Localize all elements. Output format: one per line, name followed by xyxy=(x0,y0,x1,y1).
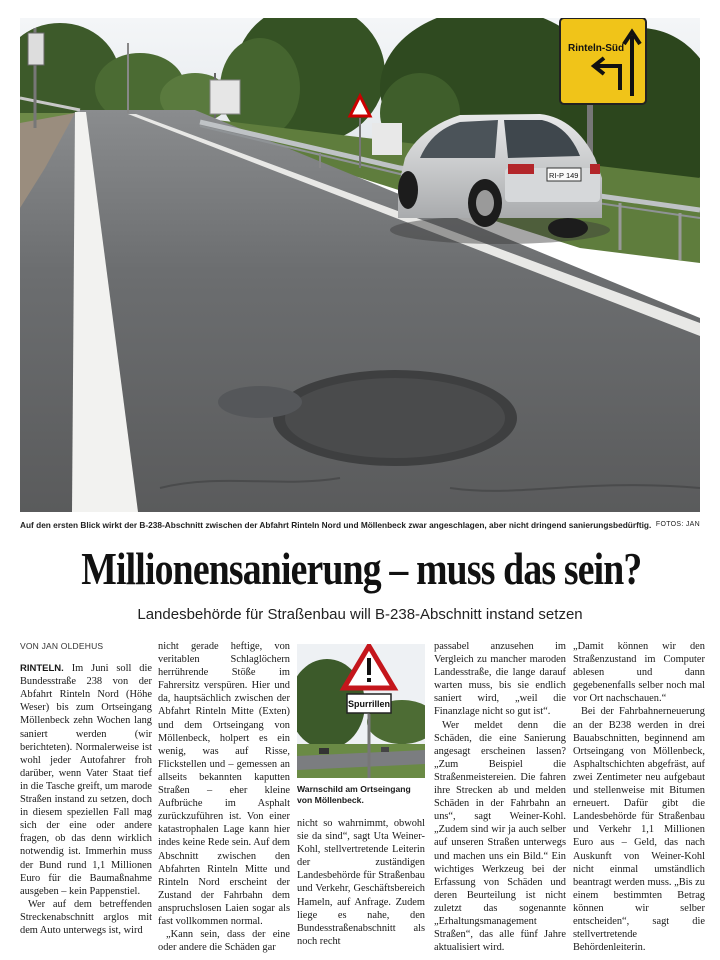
article-column-5 xyxy=(573,640,705,954)
paragraph-text: Im Juni soll die Bundesstraße 238 von der Abfahrt Rinteln Nord (Höhe Weser) bis zum Ortseingang Möllenbeck zehn Wochen lang saniert werden (wir berichteten). Normalerweise ist wohl jeder Autofahrer froh darüber, wenn Vater Staat tief in die Tasche greift, um marode Straßen instand zu setzen, doch in diesem speziellen Fall mag sich der eine oder andere fragen, ob das denn wirklich notwendig ist. Immerhin muss der Bund rund 1,1 Millionen Euro für die Baumaßnahme ausgeben – kein Pappenstiel. xyxy=(20,663,152,897)
inset-photo xyxy=(297,644,425,778)
article-column-1 xyxy=(20,640,152,937)
sign-text: Spurrillen xyxy=(347,699,391,709)
paragraph: „Kann sein, dass der eine oder andere die Schäden gar xyxy=(158,929,290,954)
paragraph: „Damit können wir den Straßenzustand im Computer ablesen und dann gegebenenfalls selber noch mal vor Ort nachschauen.“ xyxy=(573,641,705,705)
article-column-2 xyxy=(158,640,290,954)
dateline: RINTELN. xyxy=(20,663,64,675)
subheadline: Landesbehörde für Straßenbau will B-238-Abschnitt instand setzen xyxy=(137,606,583,623)
paragraph: Wer auf dem betreffenden Streckenabschnitt arglos mit dem Auto unterwegs ist, wird xyxy=(20,898,152,936)
photo-credit: FOTOS: JAN xyxy=(655,521,700,528)
paragraph: nicht so wahrnimmt, obwohl sie da sind“, sagt Uta Weiner-Kohl, stellvertretende Leiterin der zuständigen Landesbehörde für Straßenbau und Verkehr, Geschäftsbereich Hameln, auf Anfrage. Zudem liege es nahe, den Bundesstraßenabschnitt als noch recht xyxy=(297,818,425,947)
sign-direction-text: Rinteln-Süd xyxy=(568,43,625,54)
photo-caption xyxy=(20,520,700,534)
paragraph: Wer meldet denn die Schäden, die eine Sanierung angesagt erscheinen lassen? „Zum Beispiel die Straßenmeistereien. Die fahren ihre Strecken ab und melden Schäden in der Fahrbahn an uns“, sagt Weiner-Kohl. „Zudem sind wir ja auch selber auf unseren Straßen unterwegs und machen uns ein Bild.“ Ein wichtiges Werkzeug bei der Erfassung von Schäden und deren Beurteilung ist nicht zuletzt das sogenannte „Erhaltungsmanagement Straßen“, das alle fünf Jahre aktualisiert wird. xyxy=(434,719,566,954)
paragraph xyxy=(20,662,152,898)
paragraph: Bei der Fahrbahnerneuerung an der B238 werden in drei Bauabschnitten, beginnend am Ortseingang von Möllenbeck, Asphaltschichten abgefräst, auf zwei Zentimeter neu aufgebaut und stellenweise mit Bitumen erneuert. Dafür gibt die Landesbehörde für Straßenbau und Verkehr 1,1 Millionen Euro aus – Geld, das nach Auskunft von Weiner-Kohl nicht einmal umständlich beantragt werden muss. „Bis zu einem bestimmten Betrag können wir selber entscheiden“, sagt die stellvertretende Behördenleiterin. xyxy=(573,706,705,954)
article-column-3 xyxy=(297,817,425,948)
article-column-4 xyxy=(434,640,566,954)
paragraph: passabel anzusehen im Vergleich zu mancher maroden Landesstraße, die lange darauf warten muss, bis sie endlich saniert wird, „weil die Finanzlage nicht so gut ist“. xyxy=(434,641,566,718)
photo-caption-text: Auf den ersten Blick wirkt der B-238-Abschnitt zwischen der Abfahrt Rinteln Nord und Möllenbeck zwar angeschlagen, aber nicht dringend sanierungsbedürftig. xyxy=(20,520,652,530)
byline: VON JAN OLDEHUS xyxy=(20,641,104,651)
main-photo xyxy=(20,18,700,512)
inset-caption: Warnschild am Ortseingang von Möllenbeck. xyxy=(297,784,411,805)
headline: Millionensanierung – muss das sein? xyxy=(81,543,642,594)
paragraph: nicht gerade heftige, von veritablen Schlaglöchern herrührende Stöße im Fahrersitz verspüren. Hier und da, hauptsächlich zwischen der Abfahrt Rinteln Mitte (Exten) und dem Ortseingang von Möllenbeck, holpert es ein wenig, was auf Risse, Flickstellen und – gemessen an allseits bekannten kaputten Straßen – eher kleine Aufbrüche im Asphalt zurückzuführen ist. Von einer katastrophalen Lage kann hier indes keine Rede sein. Auf dem Abschnitt zwischen den Abfahrten Rinteln Mitte und Rinteln Nord erscheint der Zustand der Fahrbahn dem anspruchslosen Laien sogar als fast vollkommen normal. xyxy=(158,641,290,927)
license-plate: RI-P 149 xyxy=(549,171,579,180)
